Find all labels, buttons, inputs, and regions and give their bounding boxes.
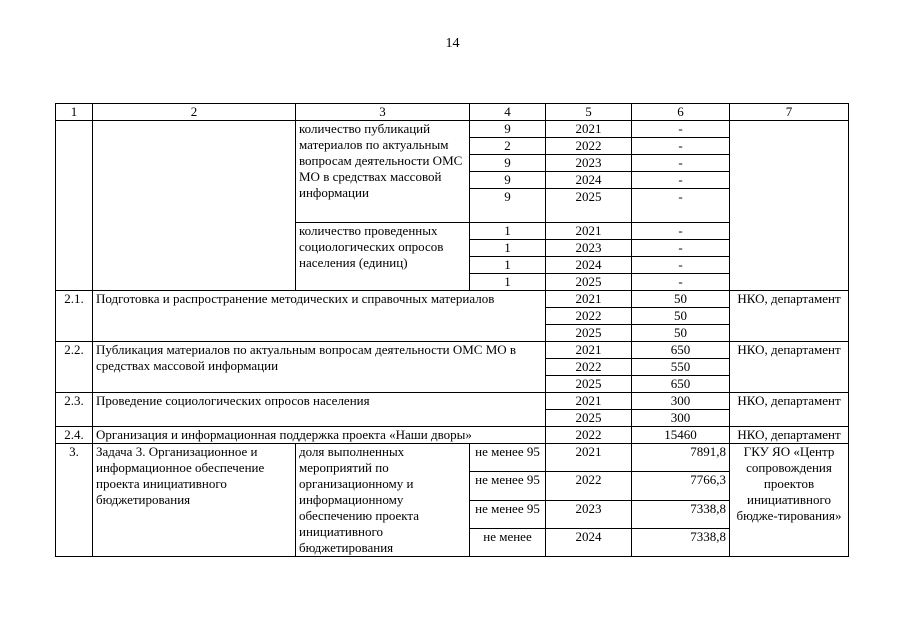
executor-cell: ГКУ ЯО «Центр сопровождения проектов инициативного бюдже-тирования» <box>730 444 849 557</box>
header-cell: 3 <box>296 104 470 121</box>
year-cell: 2025 <box>546 325 632 342</box>
task-indicator: доля выполненных мероприятий по организационному и информационному обеспечению проекта инициативного бюджетирования <box>296 444 470 557</box>
year-cell: 2022 <box>546 138 632 155</box>
header-cell: 1 <box>56 104 93 121</box>
empty-cell <box>56 121 93 291</box>
indicator-value: 2 <box>470 138 546 155</box>
amount-cell: - <box>632 138 730 155</box>
year-cell: 2022 <box>546 427 632 444</box>
year-cell: 2022 <box>546 472 632 500</box>
executor-cell: НКО, департамент <box>730 393 849 427</box>
year-cell: 2021 <box>546 223 632 240</box>
task-text: Задача 3. Организационное и информационное обеспечение проекта инициативного бюджетирования <box>93 444 296 557</box>
year-cell: 2025 <box>546 376 632 393</box>
year-cell: 2023 <box>546 240 632 257</box>
amount-cell: 50 <box>632 291 730 308</box>
indicator-value: 9 <box>470 172 546 189</box>
amount-cell: 15460 <box>632 427 730 444</box>
amount-cell: 650 <box>632 376 730 393</box>
year-cell: 2022 <box>546 359 632 376</box>
page-number: 14 <box>445 36 460 51</box>
amount-cell: 7766,3 <box>632 472 730 500</box>
year-cell: 2025 <box>546 410 632 427</box>
amount-cell: - <box>632 155 730 172</box>
item-number: 2.4. <box>56 427 93 444</box>
year-cell: 2022 <box>546 308 632 325</box>
year-cell: 2024 <box>546 257 632 274</box>
indicator-value: 1 <box>470 240 546 257</box>
executor-cell: НКО, департамент <box>730 427 849 444</box>
amount-cell: - <box>632 189 730 223</box>
indicator-value: 9 <box>470 155 546 172</box>
indicator-value: не менее 95 <box>470 444 546 472</box>
indicator-value: 9 <box>470 121 546 138</box>
program-table <box>55 103 849 557</box>
amount-cell: 50 <box>632 308 730 325</box>
header-cell: 6 <box>632 104 730 121</box>
item-text: Подготовка и распространение методических и справочных материалов <box>93 291 546 342</box>
indicator-value: 9 <box>470 189 546 223</box>
year-cell: 2024 <box>546 528 632 556</box>
indicator-value: 1 <box>470 223 546 240</box>
indicator-surveys: количество проведенных социологических опросов населения (единиц) <box>296 223 470 291</box>
amount-cell: 300 <box>632 410 730 427</box>
indicator-value: 1 <box>470 274 546 291</box>
year-cell: 2023 <box>546 155 632 172</box>
amount-cell: - <box>632 240 730 257</box>
header-cell: 2 <box>93 104 296 121</box>
amount-cell: 550 <box>632 359 730 376</box>
amount-cell: - <box>632 223 730 240</box>
empty-cell <box>730 121 849 291</box>
item-number: 2.2. <box>56 342 93 393</box>
amount-cell: 7891,8 <box>632 444 730 472</box>
item-text: Проведение социологических опросов населения <box>93 393 546 427</box>
year-cell: 2025 <box>546 274 632 291</box>
year-cell: 2021 <box>546 291 632 308</box>
year-cell: 2021 <box>546 444 632 472</box>
year-cell: 2023 <box>546 500 632 528</box>
item-number: 2.1. <box>56 291 93 342</box>
header-cell: 4 <box>470 104 546 121</box>
empty-cell <box>93 121 296 291</box>
year-cell: 2025 <box>546 189 632 223</box>
indicator-publications: количество публикаций материалов по актуальным вопросам деятельности ОМС МО в средствах массовой информации <box>296 121 470 223</box>
indicator-value: не менее 95 <box>470 500 546 528</box>
amount-cell: 7338,8 <box>632 500 730 528</box>
year-cell: 2021 <box>546 121 632 138</box>
item-number: 2.3. <box>56 393 93 427</box>
amount-cell: - <box>632 274 730 291</box>
indicator-value: не менее 95 <box>470 472 546 500</box>
amount-cell: - <box>632 257 730 274</box>
indicator-value: 1 <box>470 257 546 274</box>
header-cell: 7 <box>730 104 849 121</box>
amount-cell: - <box>632 121 730 138</box>
amount-cell: 7338,8 <box>632 528 730 556</box>
year-cell: 2021 <box>546 393 632 410</box>
amount-cell: - <box>632 172 730 189</box>
amount-cell: 650 <box>632 342 730 359</box>
indicator-value: не менее <box>470 528 546 556</box>
executor-cell: НКО, департамент <box>730 342 849 393</box>
header-row <box>56 104 849 121</box>
amount-cell: 50 <box>632 325 730 342</box>
year-cell: 2024 <box>546 172 632 189</box>
header-cell: 5 <box>546 104 632 121</box>
task-number: 3. <box>56 444 93 557</box>
year-cell: 2021 <box>546 342 632 359</box>
executor-cell: НКО, департамент <box>730 291 849 342</box>
item-text: Публикация материалов по актуальным вопросам деятельности ОМС МО в средствах массовой информации <box>93 342 546 393</box>
item-text: Организация и информационная поддержка проекта «Наши дворы» <box>93 427 546 444</box>
amount-cell: 300 <box>632 393 730 410</box>
